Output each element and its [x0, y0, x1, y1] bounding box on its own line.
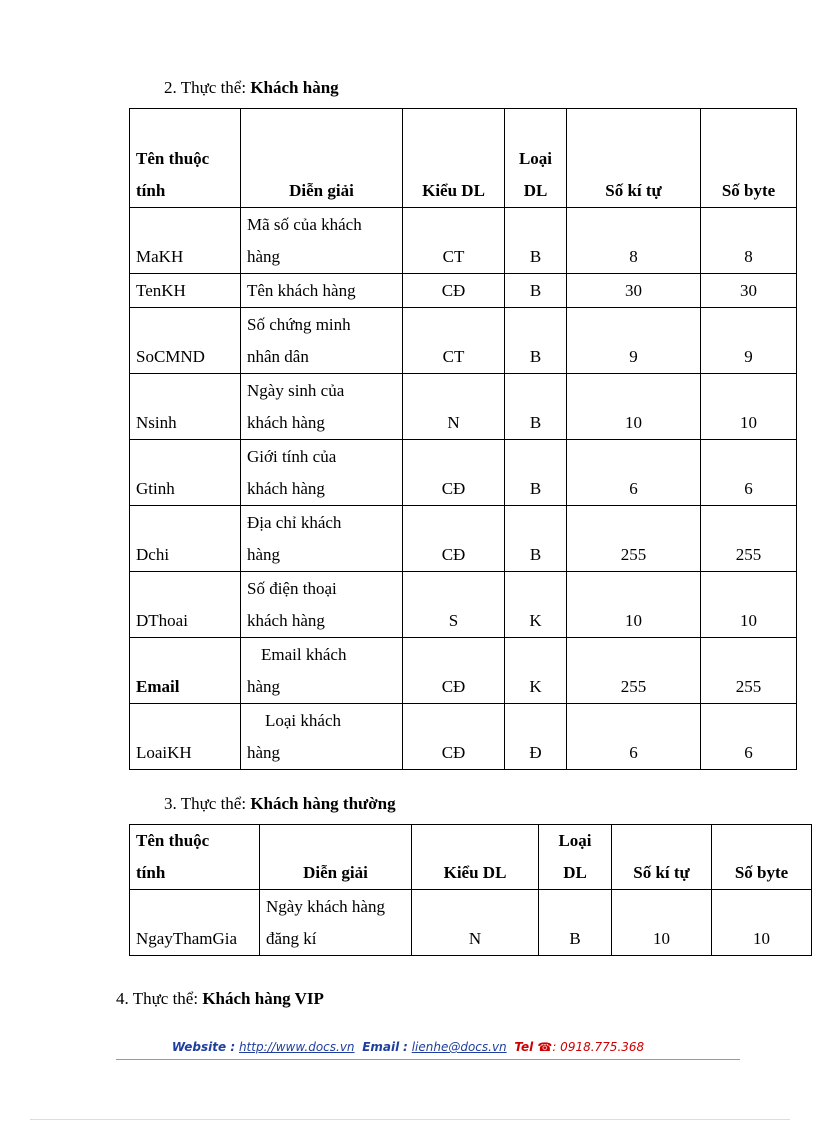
table-row — [130, 890, 812, 956]
cell-byte-count: 10 — [701, 572, 797, 638]
cell-byte-count: 8 — [701, 208, 797, 274]
cell-data-kind: B — [505, 440, 567, 506]
header-attribute-name: Tên thuộc tính — [130, 825, 260, 890]
cell-attribute-name: Gtinh — [130, 440, 241, 506]
cell-byte-count: 10 — [712, 890, 812, 956]
section-2-prefix: 2. Thực thể: — [164, 78, 251, 97]
cell-char-count: 255 — [567, 638, 701, 704]
cell-data-kind: B — [505, 374, 567, 440]
cell-data-kind: B — [505, 506, 567, 572]
footer-website-link[interactable]: http://www.docs.vn — [238, 1040, 355, 1054]
footer-tel-number: : 0918.775.368 — [552, 1040, 645, 1054]
table-row — [130, 208, 797, 274]
page-footer — [0, 1040, 816, 1054]
cell-data-type: CĐ — [403, 638, 505, 704]
cell-data-type: CĐ — [403, 704, 505, 770]
table-row — [130, 506, 797, 572]
header-attribute-name: Tên thuộc tính — [130, 109, 241, 208]
cell-data-kind: K — [505, 638, 567, 704]
cell-data-type: CT — [403, 308, 505, 374]
cell-byte-count: 10 — [701, 374, 797, 440]
cell-data-kind: B — [505, 308, 567, 374]
cell-data-type: S — [403, 572, 505, 638]
footer-tel-label: Tel ☎ — [514, 1040, 553, 1054]
section-4-title: Khách hàng VIP — [202, 989, 324, 1008]
cell-attribute-name: TenKH — [130, 274, 241, 308]
header-byte-count: Số byte — [701, 109, 797, 208]
cell-description: Mã số của khách hàng — [241, 208, 403, 274]
header-description: Diễn giải — [260, 825, 412, 890]
cell-data-kind: B — [505, 208, 567, 274]
cell-data-kind: K — [505, 572, 567, 638]
cell-attribute-name: LoaiKH — [130, 704, 241, 770]
cell-data-kind: B — [539, 890, 612, 956]
cell-char-count: 10 — [567, 374, 701, 440]
cell-data-type: CĐ — [403, 440, 505, 506]
section-4-prefix: 4. Thực thể: — [116, 989, 203, 1008]
cell-attribute-name: DThoai — [130, 572, 241, 638]
cell-char-count: 10 — [612, 890, 712, 956]
header-data-type: Kiểu DL — [412, 825, 539, 890]
cell-description: Tên khách hàng — [241, 274, 403, 308]
header-description: Diễn giải — [241, 109, 403, 208]
footer-divider — [116, 1059, 740, 1060]
cell-char-count: 6 — [567, 440, 701, 506]
cell-description: Địa chỉ khách hàng — [241, 506, 403, 572]
header-data-kind: Loại DL — [505, 109, 567, 208]
cell-description: Giới tính của khách hàng — [241, 440, 403, 506]
cell-data-kind: Đ — [505, 704, 567, 770]
cell-byte-count: 255 — [701, 638, 797, 704]
cell-data-type: N — [412, 890, 539, 956]
table-row — [130, 572, 797, 638]
table-header-row — [130, 109, 797, 208]
cell-description: Số điện thoại khách hàng — [241, 572, 403, 638]
cell-description: Loại khách hàng — [241, 704, 403, 770]
cell-attribute-name: Dchi — [130, 506, 241, 572]
cell-data-type: CĐ — [403, 506, 505, 572]
page-bottom-divider — [30, 1119, 790, 1120]
cell-char-count: 6 — [567, 704, 701, 770]
customer-attributes-table — [129, 108, 797, 770]
footer-email-separator: : — [403, 1040, 408, 1054]
cell-byte-count: 255 — [701, 506, 797, 572]
header-byte-count: Số byte — [712, 825, 812, 890]
cell-description: Ngày khách hàng đăng kí — [260, 890, 412, 956]
cell-byte-count: 30 — [701, 274, 797, 308]
header-data-type: Kiểu DL — [403, 109, 505, 208]
table-row — [130, 704, 797, 770]
cell-attribute-name: Nsinh — [130, 374, 241, 440]
footer-email-link[interactable]: lienhe@docs.vn — [411, 1040, 507, 1054]
footer-website-label: Website : — [171, 1040, 236, 1054]
header-char-count: Số kí tự — [567, 109, 701, 208]
section-2-title: Khách hàng — [250, 78, 339, 97]
cell-attribute-name: MaKH — [130, 208, 241, 274]
cell-attribute-name: NgayThamGia — [130, 890, 260, 956]
cell-description: Email khách hàng — [241, 638, 403, 704]
regular-customer-table — [129, 824, 812, 956]
cell-byte-count: 9 — [701, 308, 797, 374]
cell-attribute-name: SoCMND — [130, 308, 241, 374]
table-row — [130, 308, 797, 374]
table-header-row — [130, 825, 812, 890]
section-3-heading — [164, 794, 396, 814]
section-2-heading — [164, 78, 339, 98]
table-row — [130, 638, 797, 704]
cell-char-count: 10 — [567, 572, 701, 638]
header-data-kind: Loại DL — [539, 825, 612, 890]
cell-attribute-name: Email — [130, 638, 241, 704]
cell-description: Ngày sinh của khách hàng — [241, 374, 403, 440]
footer-email-label: Email — [362, 1040, 400, 1054]
cell-data-type: CĐ — [403, 274, 505, 308]
cell-char-count: 9 — [567, 308, 701, 374]
section-3-prefix: 3. Thực thể: — [164, 794, 251, 813]
table-row — [130, 374, 797, 440]
cell-byte-count: 6 — [701, 440, 797, 506]
cell-char-count: 8 — [567, 208, 701, 274]
cell-char-count: 255 — [567, 506, 701, 572]
cell-data-type: CT — [403, 208, 505, 274]
cell-byte-count: 6 — [701, 704, 797, 770]
cell-char-count: 30 — [567, 274, 701, 308]
section-3-title: Khách hàng thường — [250, 794, 396, 813]
cell-data-type: N — [403, 374, 505, 440]
cell-description: Số chứng minh nhân dân — [241, 308, 403, 374]
table-row — [130, 274, 797, 308]
table-row — [130, 440, 797, 506]
cell-data-kind: B — [505, 274, 567, 308]
section-4-heading — [116, 989, 324, 1009]
header-char-count: Số kí tự — [612, 825, 712, 890]
